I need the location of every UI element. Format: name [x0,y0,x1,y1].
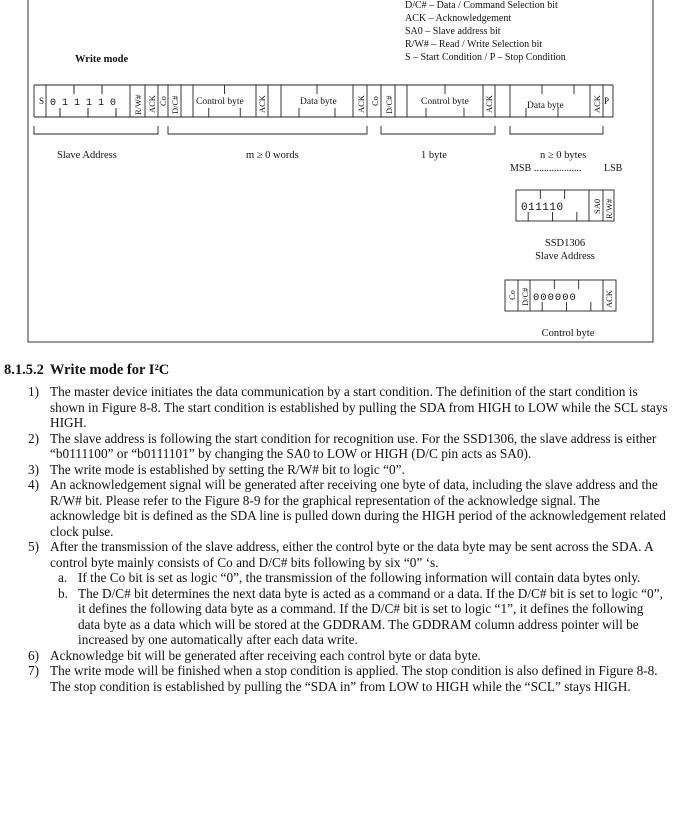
msb-label: MSB [510,163,532,174]
rw-bit: R/W# [604,198,614,219]
ack-bit: ACK [604,290,614,308]
m-words-caption: m ≥ 0 words [246,150,299,161]
brackets [34,126,603,134]
dc-bit: D/C# [384,95,394,114]
step-text: The write mode will be finished when a stop condition is applied. The stop condition is also defined in Figure 8-8. The stop condition is established by pulling the “SDA in” from LOW to HIGH while the “SCL” stays HIGH. [50,663,658,694]
step-item [0,477,678,539]
lsb-label: LSB [604,163,623,174]
step-text: The slave address is following the start condition for recognition use. For the SSD1306, the slave address is either “b0111100” or “b0111101” by changing the SA0 to LOW or HIGH (D/C pin acts as SA0). [50,430,657,461]
step-text: The master device initiates the data communication by a start condition. The definition of the start condition is shown in Figure 8-8. The start condition is established by pulling the SDA from HIGH to LOW while the SCL stays HIGH. [50,384,668,430]
step-item [0,462,678,478]
step-number: 2) [28,430,40,446]
control-byte-cell: Control byte [196,97,244,107]
ack-bit: ACK [356,95,366,113]
co-bit: Co [370,96,380,106]
dc-bit: D/C# [520,287,530,306]
control-byte-caption: Control byte [541,328,595,339]
section-heading [4,362,678,379]
sub-number: a. [58,570,68,585]
sub-text: The D/C# bit determines the next data byte is acted as a command or a data. If the D/C# bit is set to logic “0”, it defines the following data byte as a command. If the D/C# bit is set to logic “1”, it defines the following data byte as a data which will be stored at the GDDRAM. The GDDRAM column address pointer will be increased by one automatically after each data write. [78,585,663,647]
section-number: 8.1.5.2 [4,362,44,378]
data-byte-cell: Data byte [300,97,337,107]
ack-bit: ACK [147,95,157,113]
step-text: The write mode is established by setting the R/W# bit to logic “0”. [50,461,405,477]
step-item [0,663,678,694]
ssd-subcaption: Slave Address [535,251,595,262]
write-mode-figure [0,0,678,350]
stop-bit: P [604,96,610,106]
dc-bit: D/C# [170,95,180,114]
step-number: 3) [28,461,40,477]
step-item [0,431,678,462]
legend-line: ACK – Acknowledgement [405,13,512,24]
dots: ................... [534,163,582,174]
n-bytes-caption: n ≥ 0 bytes [540,150,587,161]
ack-bit: ACK [257,95,267,113]
write-mode-label: Write mode [75,54,129,65]
step-number: 1) [28,384,40,399]
ack-bit: ACK [592,95,602,113]
slave-address-caption: Slave Address [57,150,117,161]
step-number: 6) [28,647,40,663]
data-byte-cell: Data byte [527,101,564,111]
ssd-name: SSD1306 [544,238,586,249]
co-bit: Co [507,290,517,300]
write-mode-section [0,362,678,694]
control-byte-cell: Control byte [421,97,469,107]
step-number: 5) [28,539,40,554]
i2c-write-diagram [0,0,678,350]
step-text: An acknowledgement signal will be generated after receiving one byte of data, including the slave address and the R/W# bit. Please refer to the Figure 8-9 for the graphical representation of the acknowledge signal. The acknowledge bit is defined as the SDA line is pulled down during the HIGH period of the acknowledgement related clock pulse. [50,477,666,539]
legend-line: SA0 – Slave address bit [405,26,501,37]
slave-address-bits: 0 1 1 1 1 0 [50,98,117,109]
ssd-address-bits: 011110 [521,202,564,214]
step-number: 4) [28,477,40,492]
step-item [0,384,678,431]
step-number: 7) [28,663,40,678]
one-byte-caption: 1 byte [421,150,447,161]
start-bit: S [39,96,45,106]
co-bit: Co [158,96,168,106]
sub-number: b. [58,585,68,601]
legend-line: S – Start Condition / P – Stop Condition [405,52,566,63]
rw-bit: R/W# [133,94,143,115]
sa0-bit: SA0 [592,198,602,214]
steps-list [0,384,678,694]
step-item [0,539,678,648]
legend-line: D/C# – Data / Command Selection bit [405,0,558,11]
legend-line: R/W# – Read / Write Selection bit [405,39,543,50]
sub-list [50,570,668,648]
sub-text: If the Co bit is set as logic “0”, the transmission of the following information will contain data bytes only. [78,570,641,585]
ack-bit: ACK [484,95,494,113]
section-title: Write mode for I²C [49,362,170,378]
legend [405,0,566,63]
sub-item [50,570,668,586]
step-text: Acknowledge bit will be generated after receiving each control byte or data byte. [50,647,481,663]
control-byte-bits: 000000 [533,292,577,304]
step-text: After the transmission of the slave address, either the control byte or the data byte may be sent across the SDA. A control byte mainly consists of Co and D/C# bits following by six “0” ‘s. [50,539,654,570]
sub-item [50,586,668,648]
step-item [0,648,678,664]
